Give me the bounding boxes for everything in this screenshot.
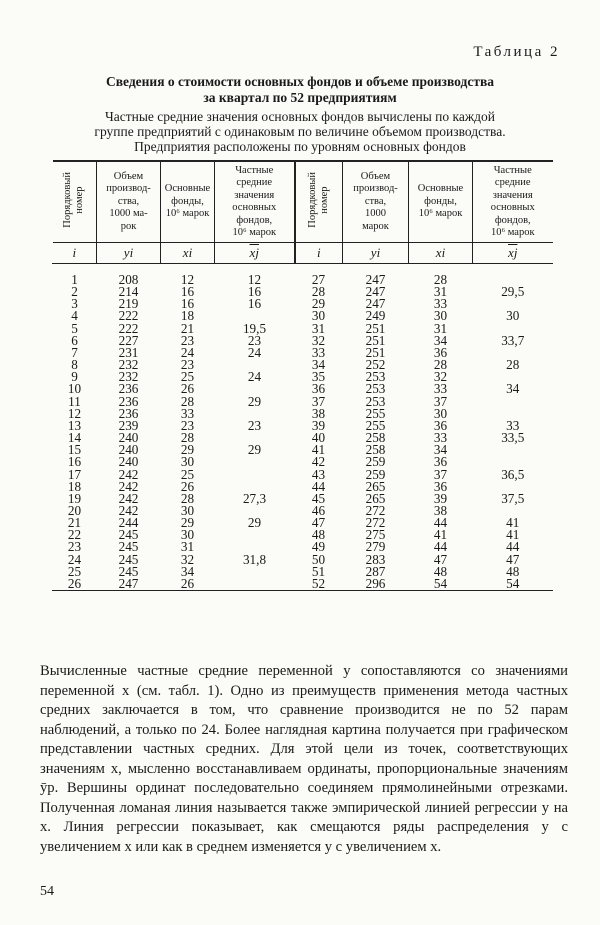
partial-mean-cell: 29 bbox=[247, 442, 262, 458]
fixed-assets-cell: 48 bbox=[433, 563, 448, 579]
partial-mean-cell bbox=[215, 469, 295, 481]
symbol-y-left: yi bbox=[97, 243, 161, 264]
fixed-assets-cell: 28 bbox=[180, 393, 195, 409]
row-number-cell: 42 bbox=[311, 454, 326, 470]
production-volume-cell: 219 bbox=[118, 296, 139, 312]
production-volume-cell: 236 bbox=[118, 393, 139, 409]
row-number-cell: 13 bbox=[67, 417, 82, 433]
partial-mean-cell: 29 bbox=[247, 515, 262, 531]
production-volume-cell: 259 bbox=[365, 454, 386, 470]
partial-mean-cell: 47 bbox=[506, 551, 520, 567]
fixed-assets-cell: 30 bbox=[180, 454, 195, 470]
production-volume-cell: 245 bbox=[118, 563, 139, 579]
fixed-assets-cell: 28 bbox=[433, 272, 448, 287]
partial-mean-cell: 27,3 bbox=[242, 490, 267, 506]
row-number-cell: 24 bbox=[67, 551, 82, 567]
table-subtitle-line-1: Частные средние значения основных фондов вычислены по каждой bbox=[104, 109, 496, 124]
production-volume-cell: 240 bbox=[118, 454, 139, 470]
fixed-assets-cell: 26 bbox=[180, 478, 195, 494]
row-number-cell: 47 bbox=[311, 515, 326, 531]
symbol-x-right: xi bbox=[409, 243, 473, 264]
partial-mean-cell: 30 bbox=[506, 308, 520, 324]
symbol-x-left: xi bbox=[161, 243, 215, 264]
row-number-cell: 48 bbox=[311, 527, 326, 543]
fixed-assets-cell: 30 bbox=[433, 308, 448, 324]
fixed-assets-cell: 26 bbox=[161, 578, 215, 591]
production-volume-cell: 252 bbox=[365, 357, 386, 373]
partial-mean-cell: 54 bbox=[473, 578, 553, 591]
partial-mean-cell: 24 bbox=[247, 344, 262, 360]
row-number-cell: 11 bbox=[68, 393, 81, 409]
fixed-assets-cell: 34 bbox=[180, 563, 195, 579]
partial-mean-cell: 34 bbox=[506, 381, 520, 397]
symbol-xj-right: $\overline{xj}$ bbox=[473, 243, 553, 264]
production-volume-cell: 236 bbox=[118, 405, 139, 421]
row-number-cell: 31 bbox=[311, 320, 326, 336]
fixed-assets-cell: 31 bbox=[433, 320, 448, 336]
production-volume-cell: 227 bbox=[118, 332, 139, 348]
partial-mean-cell: 33,7 bbox=[501, 332, 525, 348]
table-subtitle-line-2: группе предприятий с одинаковым по величине объемом производства. bbox=[94, 124, 506, 139]
row-number-cell: 6 bbox=[71, 332, 78, 348]
header-order-left: Порядковый номер bbox=[53, 161, 97, 243]
fixed-assets-cell: 36 bbox=[433, 417, 448, 433]
header-funds-right: Основные фонды, 10⁶ марок bbox=[409, 161, 473, 243]
enterprise-data-table bbox=[52, 160, 553, 591]
production-volume-cell: 249 bbox=[365, 308, 386, 324]
row-number-cell: 12 bbox=[67, 405, 82, 421]
row-number-cell: 4 bbox=[71, 308, 78, 324]
table-row bbox=[53, 578, 553, 591]
partial-mean-cell: 33 bbox=[506, 417, 520, 433]
partial-mean-cell: 23 bbox=[247, 417, 262, 433]
production-volume-cell: 272 bbox=[365, 515, 386, 531]
production-volume-cell: 255 bbox=[365, 405, 386, 421]
fixed-assets-cell: 34 bbox=[433, 332, 448, 348]
fixed-assets-cell: 38 bbox=[433, 502, 448, 518]
production-volume-cell: 255 bbox=[365, 417, 386, 433]
symbol-y-right: yi bbox=[343, 243, 409, 264]
production-volume-cell: 287 bbox=[365, 563, 386, 579]
table-title-line-1: Сведения о стоимости основных фондов и объеме производства bbox=[105, 74, 495, 89]
fixed-assets-cell: 39 bbox=[433, 490, 448, 506]
fixed-assets-cell: 36 bbox=[433, 478, 448, 494]
fixed-assets-cell: 44 bbox=[433, 515, 448, 531]
fixed-assets-cell: 16 bbox=[180, 296, 195, 312]
partial-mean-cell bbox=[215, 456, 295, 468]
fixed-assets-cell: 33 bbox=[180, 405, 195, 421]
table-header-row bbox=[53, 161, 553, 243]
header-mean-left: Частные средние значения основных фондов, 10⁶ марок bbox=[215, 161, 295, 243]
row-number-cell: 51 bbox=[311, 563, 326, 579]
partial-mean-cell: 33,5 bbox=[501, 430, 525, 446]
row-number-cell: 33 bbox=[311, 344, 326, 360]
fixed-assets-cell: 28 bbox=[180, 430, 195, 446]
partial-mean-cell: 41 bbox=[506, 515, 520, 531]
production-volume-cell: 245 bbox=[118, 551, 139, 567]
partial-mean-cell: 44 bbox=[506, 539, 520, 555]
row-number-cell: 23 bbox=[67, 539, 82, 555]
fixed-assets-cell: 44 bbox=[433, 539, 448, 555]
fixed-assets-cell: 16 bbox=[180, 284, 195, 300]
partial-mean-cell bbox=[473, 396, 553, 408]
production-volume-cell: 222 bbox=[118, 320, 139, 336]
fixed-assets-cell: 36 bbox=[433, 454, 448, 470]
fixed-assets-cell: 29 bbox=[180, 515, 195, 531]
header-funds-left: Основные фонды, 10⁶ марок bbox=[161, 161, 215, 243]
row-number-cell: 3 bbox=[71, 296, 78, 312]
partial-mean-cell: 41 bbox=[506, 527, 520, 543]
production-volume-cell: 265 bbox=[365, 490, 386, 506]
header-order-right: Порядковый номер bbox=[295, 161, 343, 243]
production-volume-cell: 251 bbox=[365, 320, 386, 336]
row-number-cell: 38 bbox=[311, 405, 326, 421]
production-volume-cell: 236 bbox=[118, 381, 139, 397]
fixed-assets-cell: 41 bbox=[433, 527, 448, 543]
fixed-assets-cell: 31 bbox=[433, 284, 448, 300]
fixed-assets-cell: 12 bbox=[180, 272, 195, 287]
fixed-assets-cell: 29 bbox=[180, 442, 195, 458]
fixed-assets-cell: 32 bbox=[180, 551, 195, 567]
production-volume-cell: 242 bbox=[118, 490, 139, 506]
partial-mean-cell: 36,5 bbox=[501, 466, 525, 482]
row-number-cell: 17 bbox=[67, 466, 82, 482]
fixed-assets-cell: 30 bbox=[180, 527, 195, 543]
row-number-cell: 40 bbox=[311, 430, 326, 446]
symbol-xj-left: $\overline{xj}$ bbox=[215, 243, 295, 264]
production-volume-cell: 247 bbox=[97, 578, 161, 591]
row-number-cell: 37 bbox=[311, 393, 326, 409]
production-volume-cell: 253 bbox=[365, 381, 386, 397]
fixed-assets-cell: 33 bbox=[433, 381, 448, 397]
fixed-assets-cell: 28 bbox=[433, 357, 448, 373]
production-volume-cell: 258 bbox=[365, 442, 386, 458]
row-number-cell: 52 bbox=[295, 578, 343, 591]
partial-mean-cell: 37,5 bbox=[501, 490, 525, 506]
row-number-cell: 10 bbox=[67, 381, 82, 397]
fixed-assets-cell: 23 bbox=[180, 332, 195, 348]
row-number-cell: 35 bbox=[311, 369, 326, 385]
production-volume-cell: 251 bbox=[365, 344, 386, 360]
fixed-assets-cell: 26 bbox=[180, 381, 195, 397]
row-number-cell: 1 bbox=[71, 272, 78, 287]
row-number-cell: 14 bbox=[67, 430, 82, 446]
row-number-cell: 19 bbox=[67, 490, 82, 506]
production-volume-cell: 240 bbox=[118, 442, 139, 458]
partial-mean-cell: 12 bbox=[247, 272, 262, 287]
partial-mean-cell: 28 bbox=[506, 357, 520, 373]
fixed-assets-cell: 37 bbox=[433, 393, 448, 409]
row-number-cell: 34 bbox=[311, 357, 326, 373]
header-volume-left: Объем производ- ства, 1000 ма- рок bbox=[97, 161, 161, 243]
fixed-assets-cell: 36 bbox=[433, 344, 448, 360]
header-volume-right: Объем производ- ства, 1000 марок bbox=[343, 161, 409, 243]
production-volume-cell: 239 bbox=[118, 417, 139, 433]
production-volume-cell: 242 bbox=[118, 466, 139, 482]
table-symbol-row bbox=[53, 243, 553, 264]
partial-mean-cell: 29,5 bbox=[501, 284, 525, 300]
row-number-cell: 9 bbox=[71, 369, 78, 385]
row-number-cell: 5 bbox=[71, 320, 78, 336]
spacer-cell bbox=[473, 264, 553, 275]
production-volume-cell: 247 bbox=[365, 272, 386, 287]
partial-mean-cell: 31,8 bbox=[242, 551, 267, 567]
table-body bbox=[53, 264, 553, 591]
production-volume-cell: 253 bbox=[365, 369, 386, 385]
production-volume-cell: 247 bbox=[365, 284, 386, 300]
row-number-cell: 26 bbox=[53, 578, 97, 591]
partial-mean-cell bbox=[473, 444, 553, 456]
production-volume-cell: 283 bbox=[365, 551, 386, 567]
row-number-cell: 32 bbox=[311, 332, 326, 348]
production-volume-cell: 242 bbox=[118, 478, 139, 494]
partial-mean-cell bbox=[215, 578, 295, 591]
production-volume-cell: 231 bbox=[118, 344, 139, 360]
fixed-assets-cell: 30 bbox=[433, 405, 448, 421]
production-volume-cell: 253 bbox=[365, 393, 386, 409]
fixed-assets-cell: 34 bbox=[433, 442, 448, 458]
row-number-cell: 36 bbox=[311, 381, 326, 397]
row-number-cell: 43 bbox=[311, 466, 326, 482]
fixed-assets-cell: 25 bbox=[180, 466, 195, 482]
fixed-assets-cell: 31 bbox=[180, 539, 195, 555]
production-volume-cell: 208 bbox=[118, 272, 139, 287]
production-volume-cell: 258 bbox=[365, 430, 386, 446]
production-volume-cell: 279 bbox=[365, 539, 386, 555]
partial-mean-cell: 48 bbox=[506, 563, 520, 579]
production-volume-cell: 272 bbox=[365, 502, 386, 518]
fixed-assets-cell: 37 bbox=[433, 466, 448, 482]
partial-mean-cell: 29 bbox=[247, 393, 262, 409]
production-volume-cell: 265 bbox=[365, 478, 386, 494]
production-volume-cell: 244 bbox=[118, 515, 139, 531]
fixed-assets-cell: 18 bbox=[180, 308, 195, 324]
row-number-cell: 2 bbox=[71, 284, 78, 300]
production-volume-cell: 245 bbox=[118, 527, 139, 543]
fixed-assets-cell: 47 bbox=[433, 551, 448, 567]
production-volume-cell: 214 bbox=[118, 284, 139, 300]
fixed-assets-cell: 24 bbox=[180, 344, 195, 360]
symbol-i-left: i bbox=[53, 243, 97, 264]
row-number-cell: 28 bbox=[311, 284, 326, 300]
row-number-cell: 16 bbox=[67, 454, 82, 470]
fixed-assets-cell: 30 bbox=[180, 502, 195, 518]
row-number-cell: 39 bbox=[311, 417, 326, 433]
fixed-assets-cell: 32 bbox=[433, 369, 448, 385]
production-volume-cell: 232 bbox=[118, 369, 139, 385]
partial-mean-cell: 24 bbox=[247, 369, 262, 385]
row-number-cell: 50 bbox=[311, 551, 326, 567]
row-number-cell: 15 bbox=[67, 442, 82, 458]
row-number-cell: 25 bbox=[67, 563, 82, 579]
fixed-assets-cell: 25 bbox=[180, 369, 195, 385]
page-number: 54 bbox=[40, 884, 54, 899]
fixed-assets-cell: 33 bbox=[433, 430, 448, 446]
body-paragraph: Вычисленные частные средние переменной y сопоставляются со значениями переменной x (см. табл. 1). Одно из преимуществ применения метода частных средних заключается в том, что сравнение производится не по 52 парам наблюдений, а только по 24. Более наглядная картина получается при графическом представлении частных средних. Для этой цели из точек, соответствующих значениям x, мысленно восстанавливаем ординаты, пропорциональные значениям ȳp. Вершины ординат последовательно соединяем прямолинейными отрезками. Полученная ломаная линия называется также эмпирической линией регрессии y на x. Линия регрессии показывает, как смещаются ряды распределения y с увеличением x или как в среднем изменяется y с увеличением x. bbox=[40, 663, 568, 855]
fixed-assets-cell: 33 bbox=[433, 296, 448, 312]
symbol-i-right: i bbox=[295, 243, 343, 264]
row-number-cell: 30 bbox=[311, 308, 326, 324]
production-volume-cell: 222 bbox=[118, 308, 139, 324]
production-volume-cell: 296 bbox=[343, 578, 409, 591]
row-number-cell: 20 bbox=[67, 502, 82, 518]
fixed-assets-cell: 23 bbox=[180, 417, 195, 433]
partial-mean-cell: 16 bbox=[247, 296, 262, 312]
production-volume-cell: 259 bbox=[365, 466, 386, 482]
row-number-cell: 27 bbox=[311, 272, 326, 287]
production-volume-cell: 240 bbox=[118, 430, 139, 446]
partial-mean-cell: 19,5 bbox=[242, 320, 267, 336]
table-subtitle-line-3: Предприятия расположены по уровням основных фондов bbox=[134, 139, 466, 154]
row-number-cell: 46 bbox=[311, 502, 326, 518]
row-number-cell: 18 bbox=[67, 478, 82, 494]
partial-mean-cell bbox=[215, 566, 295, 578]
fixed-assets-cell: 21 bbox=[180, 320, 195, 336]
row-number-cell: 41 bbox=[311, 442, 326, 458]
fixed-assets-cell: 54 bbox=[409, 578, 473, 591]
row-number-cell: 7 bbox=[71, 344, 78, 360]
table-label: Таблица 2 bbox=[473, 44, 560, 60]
row-number-cell: 44 bbox=[311, 478, 326, 494]
partial-mean-cell: 23 bbox=[247, 332, 262, 348]
fixed-assets-cell: 23 bbox=[180, 357, 195, 373]
production-volume-cell: 251 bbox=[365, 332, 386, 348]
fixed-assets-cell: 28 bbox=[180, 490, 195, 506]
production-volume-cell: 245 bbox=[118, 539, 139, 555]
row-number-cell: 8 bbox=[71, 357, 78, 373]
row-number-cell: 45 bbox=[311, 490, 326, 506]
production-volume-cell: 247 bbox=[365, 296, 386, 312]
row-number-cell: 22 bbox=[67, 527, 82, 543]
production-volume-cell: 242 bbox=[118, 502, 139, 518]
row-number-cell: 49 bbox=[311, 539, 326, 555]
row-number-cell: 21 bbox=[67, 515, 82, 531]
header-mean-right: Частные средние значения основных фондов, 10⁶ марок bbox=[473, 161, 553, 243]
table-title-line-2: за квартал по 52 предприятиям bbox=[203, 90, 397, 105]
partial-mean-cell bbox=[215, 529, 295, 541]
production-volume-cell: 232 bbox=[118, 357, 139, 373]
row-number-cell: 29 bbox=[311, 296, 326, 312]
production-volume-cell: 275 bbox=[365, 527, 386, 543]
partial-mean-cell: 16 bbox=[247, 284, 262, 300]
